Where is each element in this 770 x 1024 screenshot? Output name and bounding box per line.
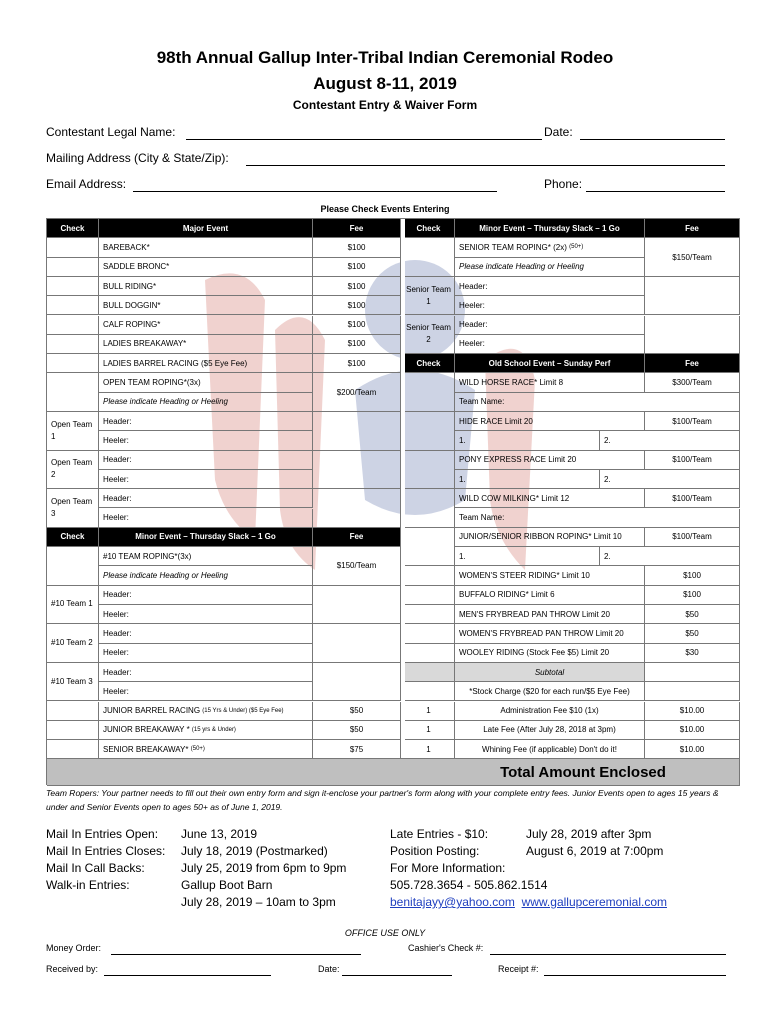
total-row: [47, 759, 740, 786]
junior-event-name: [99, 702, 313, 721]
address-label: Mailing Address (City & State/Zip):: [46, 151, 229, 165]
check-box[interactable]: [47, 373, 99, 412]
phone-field[interactable]: [586, 191, 725, 192]
event-name: WOMEN'S STEER RIDING* Limit 10: [455, 566, 645, 585]
major-event-fee: $100: [313, 316, 401, 335]
events-table: [46, 218, 740, 785]
check-box[interactable]: [47, 238, 99, 257]
junior-event-fee: $50: [313, 721, 401, 740]
check-box[interactable]: [403, 624, 455, 643]
email-field[interactable]: [133, 191, 497, 192]
fee-amount: $10.00: [645, 702, 740, 721]
fee-name: Late Fee (After July 28, 2018 at 3pm): [455, 721, 645, 740]
form-subtitle: Contestant Entry & Waiver Form: [292, 98, 478, 112]
heeler-field[interactable]: Heeler:: [99, 605, 313, 624]
info-value: Gallup Boot Barn: [181, 878, 273, 892]
open-team-roping: OPEN TEAM ROPING*(3x): [99, 373, 313, 392]
senior-team-roping: [455, 238, 645, 257]
junior-event-note: (50+): [190, 746, 205, 753]
office-date-field[interactable]: [342, 975, 452, 976]
info-value: July 25, 2019 from 6pm to 9pm: [181, 861, 347, 875]
ten-team-fee: $150/Team: [313, 547, 401, 586]
blank-cell: [313, 586, 401, 625]
info-value: July 18, 2019 (Postmarked): [181, 844, 328, 858]
major-event-name: BAREBACK*: [99, 238, 313, 257]
junior-event-fee: $75: [313, 740, 401, 759]
check-heading: Please Check Events Entering: [320, 204, 450, 214]
header-field[interactable]: Header:: [455, 316, 645, 335]
fee-amount: $10.00: [645, 721, 740, 740]
late-entries-value: July 28, 2019 after 3pm: [526, 827, 652, 841]
partner-2-field[interactable]: 2.: [600, 547, 740, 566]
senior-team-label: Senior Team 1: [403, 277, 455, 316]
event-fee: $50: [645, 605, 740, 624]
left-minor-fee-header: Fee: [313, 528, 401, 547]
check-box[interactable]: [47, 258, 99, 277]
subtotal-label: Subtotal: [455, 663, 645, 682]
left-minor-check-header: Check: [47, 528, 99, 547]
info-label: Walk-in Entries:: [46, 878, 130, 892]
old-school-event-header: Old School Event – Sunday Perf: [455, 354, 645, 373]
left-check-header: Check: [47, 219, 99, 238]
right-check-header: Check: [403, 219, 455, 238]
check-box[interactable]: [47, 296, 99, 315]
check-box[interactable]: [403, 644, 455, 663]
ten-team-roping: #10 TEAM ROPING*(3x): [99, 547, 313, 566]
received-by-field[interactable]: [104, 975, 271, 976]
blank-cell: [313, 451, 401, 490]
event-name: PONY EXPRESS RACE Limit 20: [455, 451, 645, 470]
info-value: July 28, 2019 – 10am to 3pm: [181, 895, 336, 909]
major-event-fee: $100: [313, 335, 401, 354]
heeler-field[interactable]: Heeler:: [99, 431, 313, 450]
right-minor-event-header: Minor Event – Thursday Slack – 1 Go: [455, 219, 645, 238]
header-field[interactable]: Header:: [99, 586, 313, 605]
open-team-fee: $200/Team: [313, 373, 401, 412]
info-row: [46, 860, 346, 877]
junior-event-fee: $50: [313, 702, 401, 721]
heading-heeling-note: Please indicate Heading or Heeling: [455, 258, 645, 277]
email-label: Email Address:: [46, 177, 127, 191]
header-field[interactable]: Header:: [99, 451, 313, 470]
more-info-label: For More Information:: [390, 861, 506, 875]
header-field[interactable]: Header:: [99, 624, 313, 643]
check-box[interactable]: [47, 277, 99, 296]
junior-event-label: JUNIOR BARREL RACING: [103, 706, 201, 716]
check-box[interactable]: [403, 605, 455, 624]
major-event-fee: $100: [313, 296, 401, 315]
fee-quantity: 1: [403, 702, 455, 721]
header-field[interactable]: Header:: [455, 277, 645, 296]
info-label: Mail In Entries Closes:: [46, 844, 166, 858]
address-field[interactable]: [246, 165, 725, 166]
received-by-label: Received by:: [46, 964, 99, 974]
fee-amount: $10.00: [645, 740, 740, 759]
check-box[interactable]: [403, 489, 455, 528]
open-team-label: Open Team 2: [47, 451, 99, 490]
cashiers-check-label: Cashier's Check #:: [408, 943, 484, 953]
senior-team-fee: $150/Team: [645, 238, 740, 277]
ten-team-label: #10 Team 3: [47, 663, 99, 702]
blank-cell: [313, 624, 401, 663]
info-row: [46, 826, 346, 843]
email-link[interactable]: benitajayy@yahoo.com: [390, 895, 515, 909]
check-box[interactable]: [47, 740, 99, 759]
check-box[interactable]: [47, 721, 99, 740]
blank-cell: [313, 663, 401, 702]
blank-cell: [313, 412, 401, 451]
wild-cow-fee: $100/Team: [645, 489, 740, 508]
partner-1-field[interactable]: 1.: [455, 431, 600, 450]
major-event-fee: $100: [313, 277, 401, 296]
major-event-fee: $100: [313, 238, 401, 257]
info-label: Mail In Entries Open:: [46, 827, 159, 841]
heeler-field[interactable]: Heeler:: [99, 509, 313, 528]
heeler-field[interactable]: Heeler:: [99, 644, 313, 663]
position-posting-value: August 6, 2019 at 7:00pm: [526, 844, 664, 858]
phone-label: Phone:: [544, 177, 583, 191]
date-label: Date:: [544, 125, 573, 139]
major-event-fee: $100: [313, 354, 401, 373]
junior-event-note: (15 yrs & Under): [191, 726, 236, 733]
partner-1-field[interactable]: 1.: [455, 547, 600, 566]
money-order-field[interactable]: [111, 954, 361, 955]
check-box[interactable]: [47, 354, 99, 373]
info-row: [46, 877, 346, 894]
receipt-field[interactable]: [544, 975, 726, 976]
left-minor-event-header: Minor Event – Thursday Slack – 1 Go: [99, 528, 313, 547]
junior-event-name: [99, 721, 313, 740]
stock-charge-note: *Stock Charge ($20 for each run/$5 Eye Fee): [455, 682, 645, 701]
heading-heeling-note: Please indicate Heading or Heeling: [99, 393, 313, 412]
info-right: [390, 826, 667, 911]
partner-2-field[interactable]: 2.: [600, 470, 740, 489]
info-row: [46, 894, 346, 911]
check-box[interactable]: [47, 702, 99, 721]
info-label: [46, 894, 181, 911]
late-entries-label: Late Entries - $10:: [390, 827, 489, 841]
ten-team-label: #10 Team 1: [47, 586, 99, 625]
major-event-header: Major Event: [99, 219, 313, 238]
office-date-label: Date:: [318, 964, 340, 974]
wild-horse-fee: $300/Team: [645, 373, 740, 392]
header-field[interactable]: Header:: [99, 412, 313, 431]
column-gap: [401, 219, 405, 759]
event-name: HIDE RACE Limit 20: [455, 412, 645, 431]
event-name: BUFFALO RIDING* Limit 6: [455, 586, 645, 605]
check-box[interactable]: [403, 412, 455, 451]
fee-quantity: 1: [403, 721, 455, 740]
major-event-name: SADDLE BRONC*: [99, 258, 313, 277]
junior-event-label: JUNIOR BREAKAWAY *: [103, 725, 190, 735]
info-value: June 13, 2019: [181, 827, 258, 841]
heeler-field[interactable]: Heeler:: [455, 296, 645, 315]
check-box[interactable]: [47, 335, 99, 354]
check-box[interactable]: [47, 316, 99, 335]
event-fee: $100/Team: [645, 412, 740, 431]
check-box[interactable]: [47, 547, 99, 586]
ribbon-fee: $100/Team: [645, 528, 740, 547]
phone-numbers: 505.728.3654 - 505.862.1514: [390, 878, 548, 892]
info-row: [46, 843, 346, 860]
header-field[interactable]: Header:: [99, 489, 313, 508]
partner-2-field[interactable]: 2.: [600, 431, 740, 450]
fee-name: Whining Fee (if applicable) Don't do it!: [455, 740, 645, 759]
team-name-field[interactable]: Team Name:: [455, 393, 740, 412]
ribbon-roping: JUNIOR/SENIOR RIBBON ROPING* Limit 10: [455, 528, 645, 547]
check-box[interactable]: [403, 373, 455, 412]
check-box[interactable]: [403, 238, 455, 277]
event-name: WOMEN'S FRYBREAD PAN THROW Limit 20: [455, 624, 645, 643]
position-posting-label: Position Posting:: [390, 844, 480, 858]
event-fee: $30: [645, 644, 740, 663]
wild-cow-milking: WILD COW MILKING* Limit 12: [455, 489, 645, 508]
blank-cell: [645, 277, 740, 316]
cashiers-check-field[interactable]: [490, 954, 726, 955]
wild-horse-race: WILD HORSE RACE* Limit 8: [455, 373, 645, 392]
right-fee-header: Fee: [645, 219, 740, 238]
blank-cell: [645, 316, 740, 355]
major-event-fee: $100: [313, 258, 401, 277]
heading-heeling-note: Please indicate Heading or Heeling: [99, 566, 313, 585]
ten-team-label: #10 Team 2: [47, 624, 99, 663]
event-name: WOOLEY RIDING (Stock Fee $5) Limit 20: [455, 644, 645, 663]
website-link[interactable]: www.gallupceremonial.com: [521, 895, 667, 909]
subtotal-value[interactable]: [645, 663, 740, 682]
blank-cell: [645, 682, 740, 701]
major-event-name: BULL DOGGIN*: [99, 296, 313, 315]
fee-name: Administration Fee $10 (1x): [455, 702, 645, 721]
senior-team-note: (50+): [569, 244, 584, 251]
info-left: [46, 826, 346, 911]
major-event-name: LADIES BARREL RACING ($5 Eye Fee): [99, 354, 313, 373]
junior-event-name: [99, 740, 313, 759]
heeler-field[interactable]: Heeler:: [99, 470, 313, 489]
header-field[interactable]: Header:: [99, 663, 313, 682]
receipt-label: Receipt #:: [498, 964, 539, 974]
junior-event-note: (15 Yrs & Under) ($5 Eye Fee): [202, 707, 284, 714]
team-name-field[interactable]: Team Name:: [455, 509, 740, 528]
old-school-check-header: Check: [403, 354, 455, 373]
blank-cell: [403, 682, 455, 701]
junior-event-label: SENIOR BREAKAWAY*: [103, 744, 189, 754]
fee-quantity: 1: [403, 740, 455, 759]
blank-cell: [313, 489, 401, 528]
event-dates: August 8-11, 2019: [313, 74, 457, 93]
major-event-name: CALF ROPING*: [99, 316, 313, 335]
event-fee: $100: [645, 566, 740, 585]
form-title: 98th Annual Gallup Inter-Tribal Indian Ceremonial Rodeo: [156, 48, 614, 67]
blank-cell: [403, 663, 455, 682]
money-order-label: Money Order:: [46, 943, 102, 953]
event-fee: $100: [645, 586, 740, 605]
event-fee: $100/Team: [645, 451, 740, 470]
check-box[interactable]: [403, 451, 455, 490]
partner-1-field[interactable]: 1.: [455, 470, 600, 489]
event-name: MEN'S FRYBREAD PAN THROW Limit 20: [455, 605, 645, 624]
major-event-name: BULL RIDING*: [99, 277, 313, 296]
info-label: Mail In Call Backs:: [46, 861, 145, 875]
left-fee-header: Fee: [313, 219, 401, 238]
office-use-title: OFFICE USE ONLY: [344, 928, 426, 938]
heeler-field[interactable]: Heeler:: [455, 335, 645, 354]
check-box[interactable]: [403, 528, 455, 567]
total-label: Total Amount Enclosed: [500, 763, 666, 781]
legal-name-label: Contestant Legal Name:: [46, 125, 176, 139]
open-team-label: Open Team 1: [47, 412, 99, 451]
check-box[interactable]: [403, 566, 455, 585]
heeler-field[interactable]: Heeler:: [99, 682, 313, 701]
team-ropers-note: Team Ropers: Your partner needs to fill out their own entry form and sign it-enclose your partner's form along with your complete entry fees. Junior Events open to ages 15 years & under and Senior Events open to ages 50+ as of June 1, 2019.: [46, 788, 719, 812]
event-fee: $50: [645, 624, 740, 643]
legal-name-field[interactable]: [186, 139, 542, 140]
date-field[interactable]: [580, 139, 725, 140]
senior-team-label: Senior Team 2: [403, 316, 455, 355]
major-event-name: LADIES BREAKAWAY*: [99, 335, 313, 354]
old-school-fee-header: Fee: [645, 354, 740, 373]
senior-team-label: SENIOR TEAM ROPING* (2x): [459, 242, 567, 252]
open-team-label: Open Team 3: [47, 489, 99, 528]
check-box[interactable]: [403, 586, 455, 605]
